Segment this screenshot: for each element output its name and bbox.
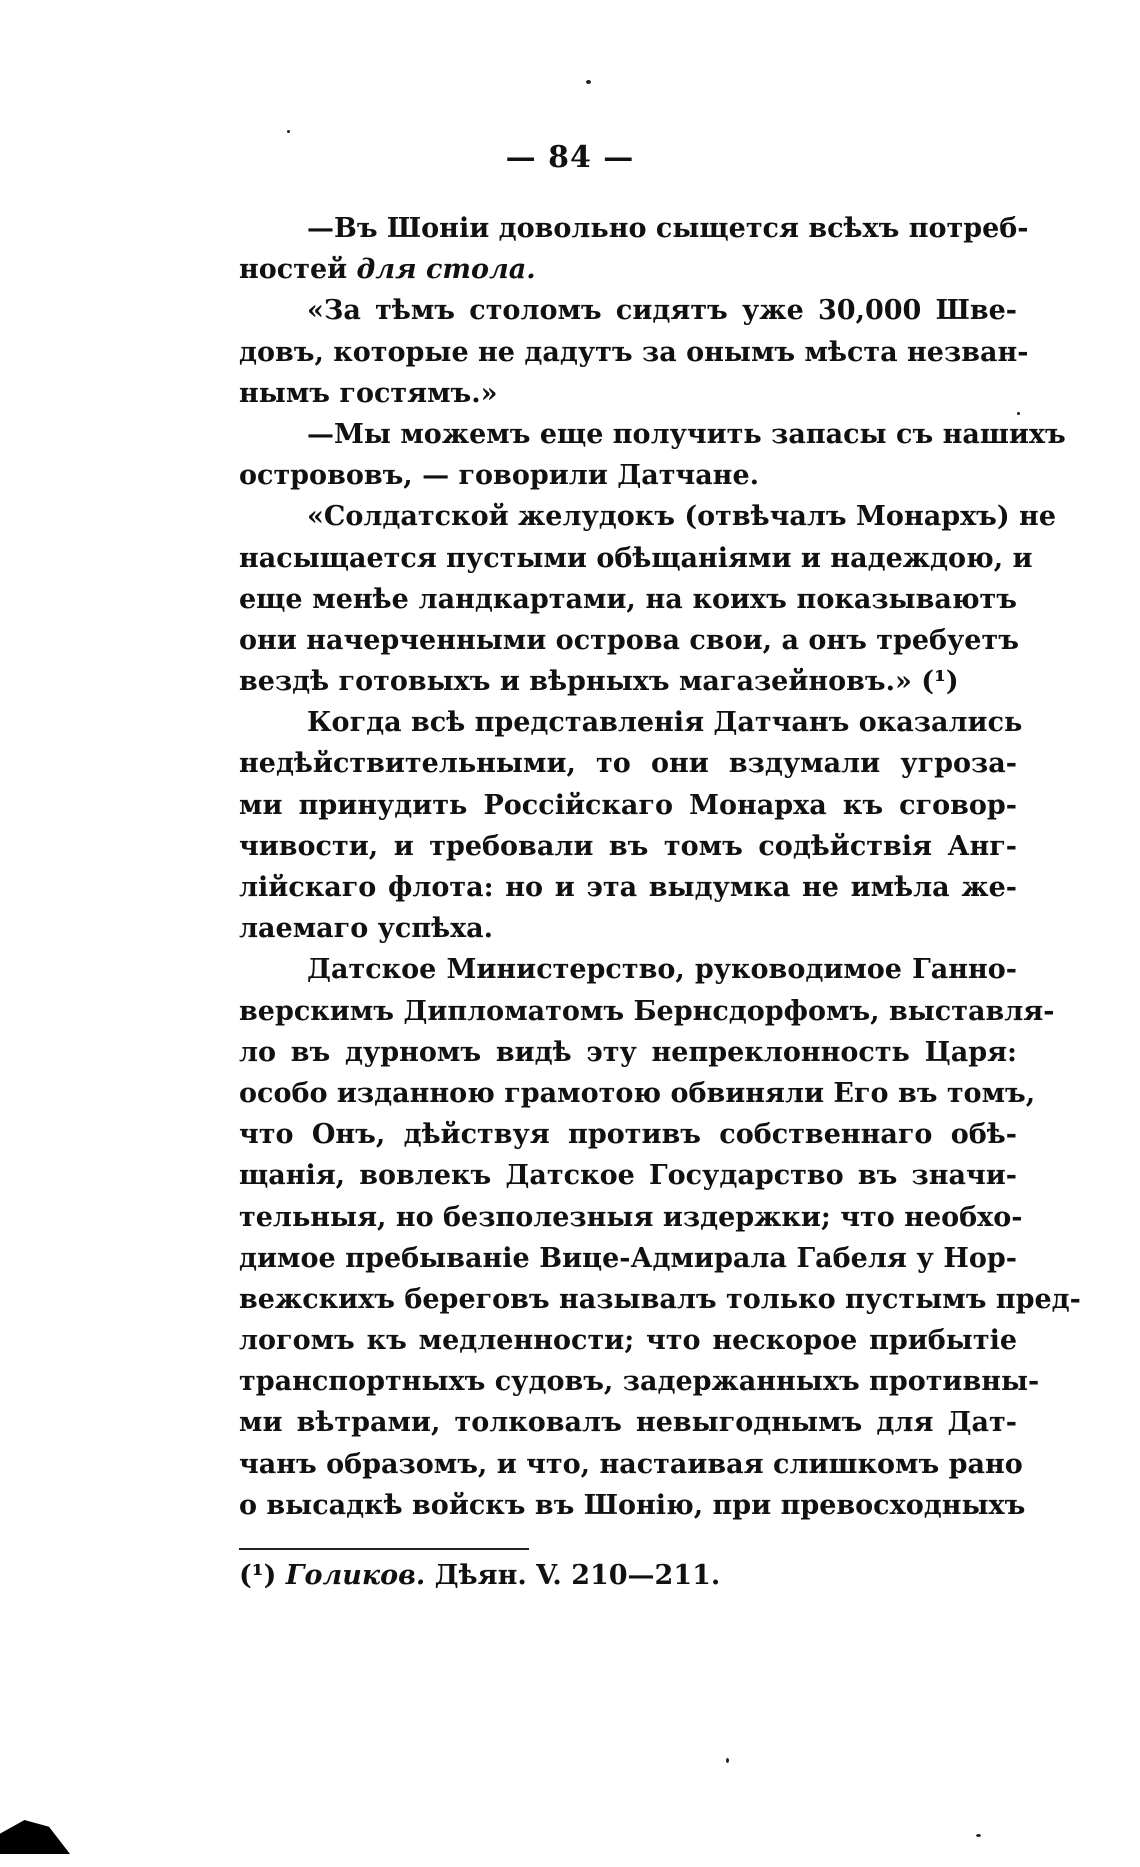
text-line: чанъ образомъ, и что, настаивая слишкомъ рано — [239, 1448, 1023, 1480]
text-line: Датское Министерство, руководимое Ганно- — [307, 954, 1017, 986]
text-line: насыщается пустыми обѣщаніями и надеждою, и — [239, 542, 1033, 574]
text-line: щанія, вовлекъ Датское Государство въ значи- — [239, 1160, 1017, 1192]
text-line: острововъ, — говорили Датчане. — [239, 460, 760, 492]
text-line: верскимъ Дипломатомъ Бернсдорфомъ, выставля- — [239, 995, 1055, 1027]
text-line: они начерченными острова свои, а онъ требуетъ — [239, 624, 1019, 656]
scan-artifact — [0, 1820, 70, 1854]
print-speck — [1017, 412, 1020, 415]
body-text — [239, 208, 1081, 1526]
footnote-divider — [239, 1548, 529, 1550]
footnote — [239, 1560, 720, 1591]
text-line: довъ, которые не дадутъ за онымъ мѣста незван- — [239, 336, 1029, 368]
text-line: недѣйствительными, то они вздумали угроза- — [239, 748, 1017, 780]
text-line: чивости, и требовали въ томъ содѣйствія Анг- — [239, 830, 1017, 862]
text-line: Когда всѣ представленія Датчанъ оказались — [307, 707, 1023, 739]
text-line: логомъ къ медленности; что нескорое прибытіе — [239, 1325, 1017, 1357]
text-line: —Мы можемъ еще получить запасы съ нашихъ — [307, 418, 1066, 450]
text-line: «За тѣмъ столомъ сидятъ уже 30,000 Шве- — [307, 295, 1017, 327]
text-line: тельныя, но безполезныя издержки; что необхо- — [239, 1201, 1023, 1233]
text-line: вездѣ готовыхъ и вѣрныхъ магазейновъ.» (¹) — [239, 666, 959, 698]
text-line: ло въ дурномъ видѣ эту непреклонность Царя: — [239, 1036, 1017, 1068]
text-line: о высадкѣ войскъ въ Шонію, при превосходныхъ — [239, 1489, 1026, 1521]
text-line: лаемаго успѣха. — [239, 913, 494, 945]
text-line: особо изданною грамотою обвиняли Его въ томъ, — [239, 1077, 1036, 1109]
text-line: вежскихъ береговъ называлъ только пустымъ пред- — [239, 1283, 1081, 1315]
text-line: что Онъ, дѣйствуя противъ собственнаго обѣ- — [239, 1119, 1017, 1151]
print-speck — [586, 80, 591, 84]
emphasis: для стола. — [356, 254, 536, 286]
footnote-marker: (¹) — [239, 1560, 277, 1591]
text-line: транспортныхъ судовъ, задержанныхъ противны- — [239, 1366, 1040, 1398]
text-line: димое пребываніе Вице-Адмирала Габеля у Нор- — [239, 1242, 1017, 1274]
text-line: ми принудить Россійскаго Монарха къ сговор- — [239, 789, 1017, 821]
print-speck — [287, 130, 290, 133]
text-line: «Солдатской желудокъ (отвѣчалъ Монархъ) не — [307, 501, 1056, 533]
footnote-author: Голиков. — [285, 1560, 426, 1591]
text-line: лійскаго флота: но и эта выдумка не имѣла же- — [239, 872, 1017, 903]
text-line: ностей для стола. — [239, 254, 536, 286]
footnote-reference: Дѣян. V. 210—211. — [434, 1560, 721, 1591]
text-line: —Въ Шоніи довольно сыщется всѣхъ потреб- — [307, 213, 1029, 244]
text-line: ми вѣтрами, толковалъ невыгоднымъ для Дат- — [239, 1407, 1017, 1439]
page-number: — 84 — — [505, 140, 635, 175]
text-line: нымъ гостямъ.» — [239, 377, 498, 409]
print-speck — [726, 1758, 729, 1763]
print-speck — [976, 1834, 981, 1837]
text-line: еще менѣе ландкартами, на коихъ показываютъ — [239, 583, 1017, 615]
